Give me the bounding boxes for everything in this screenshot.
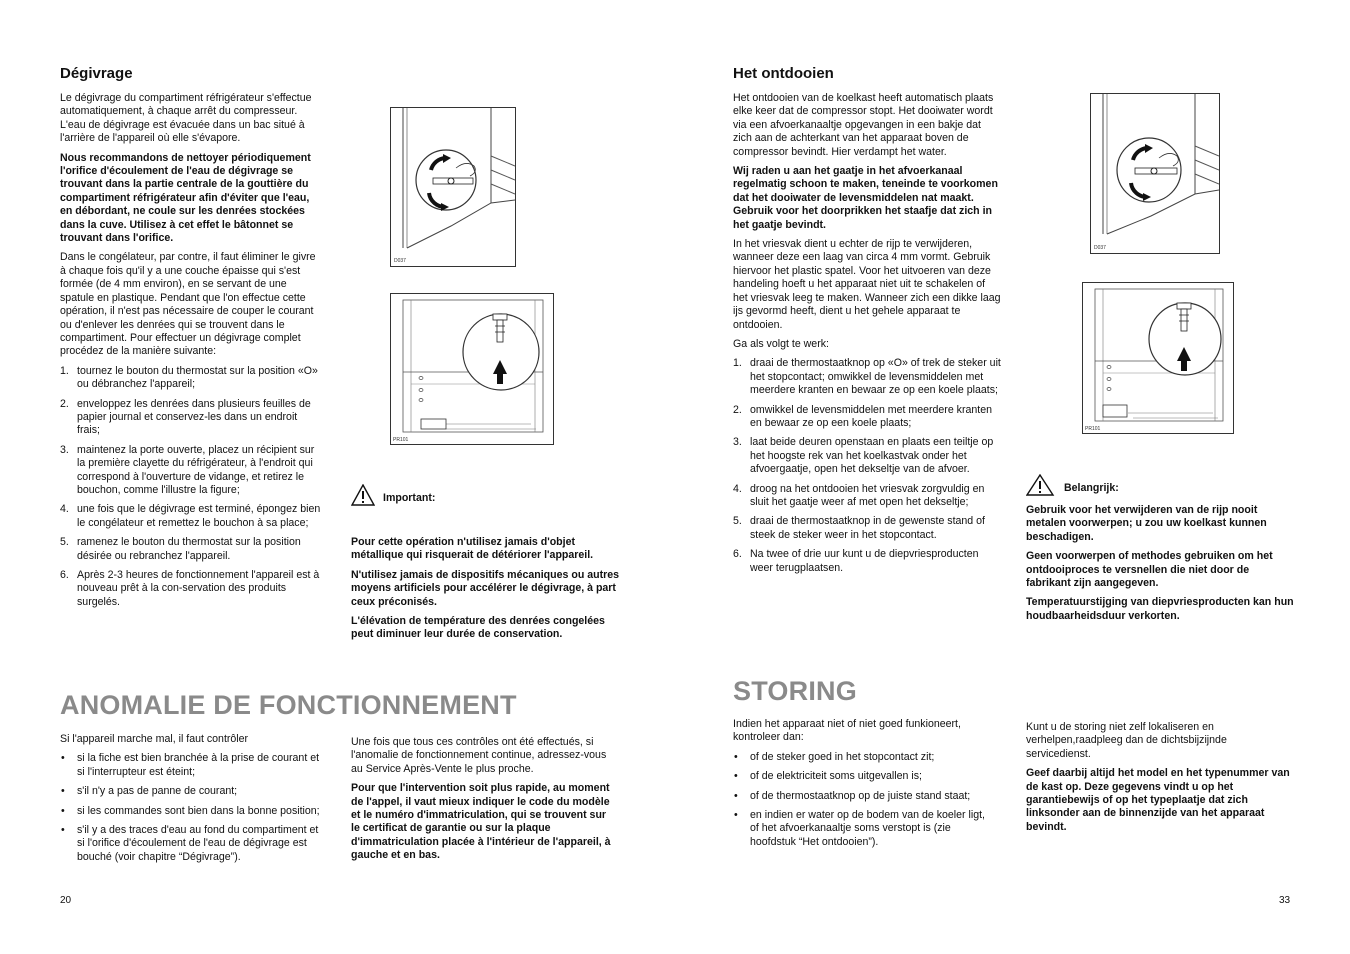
warning-label: Important: (383, 492, 436, 504)
paragraph: Si l'appareil marche mal, il faut contrôler (60, 733, 249, 745)
step-number: 4. (60, 503, 69, 516)
step-number: 3. (733, 436, 742, 449)
figure-code: D037 (1094, 245, 1106, 251)
paragraph: Ga als volgt te werk: (733, 337, 829, 350)
figure-code: PR101 (393, 437, 409, 443)
storing-column-1 (733, 718, 995, 855)
list-item: • si la fiche est bien branchée à la prise de courant et si l'interrupteur est éteint; (60, 752, 325, 779)
warning-triangle-icon (1026, 474, 1056, 496)
step-text: droog na het ontdooien het vriesvak zorgvuldig en sluit het gaatje weer af met open het dekseltje; (750, 482, 985, 508)
section-title-storing: STORING (733, 676, 857, 706)
step-item (60, 503, 322, 530)
paragraph: Le dégivrage du compartiment réfrigérateur s'effectue automatiquement, à chaque arrêt du compresseur. L'eau de dégivrage est évacuée dans un bac situé à l'arrière de l'appareil où elle s'évapore. (60, 92, 312, 145)
step-text: laat beide deuren openstaan en plaats een teiltje op het hoogste rek van het koelkastvak onder het afvoergaatje, open het dekseltje van de afvoer. (750, 436, 994, 476)
list-item: • of de steker goed in het stopcontact zit; (733, 751, 995, 764)
paragraph: Une fois que tous ces contrôles ont été effectués, si l'anomalie de fonctionnement continue, adressez-vous au Service Après-Vente le plus proche. (351, 736, 607, 775)
step-number: 1. (60, 364, 69, 377)
step-number: 6. (60, 569, 69, 581)
steps-list (733, 357, 1001, 575)
step-item (60, 444, 322, 498)
figure-code: D037 (394, 258, 406, 264)
fridge-drain-illustration (1091, 94, 1219, 253)
step-item (60, 536, 322, 563)
step-number: 4. (733, 482, 742, 495)
section-title-degivrage: Dégivrage (60, 65, 133, 82)
freezer-drain-illustration (391, 294, 553, 444)
page-number: 33 (1279, 895, 1291, 906)
warning-paragraph: L'élévation de température des denrées congelées peut diminuer leur durée de conservation. (351, 615, 605, 641)
section-title-anomalie: ANOMALIE DE FONCTIONNEMENT (60, 690, 517, 720)
list-item: • of de elektriciteit soms uitgevallen is; (733, 770, 995, 783)
figure-freezer-drain (390, 293, 554, 445)
step-number: 3. (60, 443, 69, 456)
step-item (733, 436, 1001, 476)
warning-paragraph: Temperatuurstijging van diepvriesproducten kan hun houdbaarheidsduur verkorten. (1026, 596, 1294, 622)
paragraph-bold: Wij raden u aan het gaatje in het afvoerkanaal regelmatig schoon te maken, teneinde te voorkomen dat het dooiwater de levensmiddelen nat maakt. Gebruik voor het doorprikken het staafje dat zich in het gaatje bevindt. (733, 165, 998, 231)
check-list (60, 752, 325, 864)
page-number: 20 (60, 895, 72, 906)
paragraph-bold: Geef daarbij altijd het model en het typenummer van de kast op. Deze gegevens vindt u op het garantiebewijs of op het typeplaatje dat zich linksonder aan de binnenzijde van het apparaat bevindt. (1026, 767, 1290, 833)
paragraph: Indien het apparaat niet of niet goed funkioneert, kontroleer dan: (733, 718, 961, 744)
step-item (60, 365, 322, 392)
paragraph: In het vriesvak dient u echter de rijp te verwijderen, wanneer deze een laag van circa 4 mm vormt. Gebruik hiervoor het plastic spatel. Voor het uitvoeren van deze handeling hoeft u het apparaat niet uit te schakelen of het vriesvak leeg te maken. Wanneer zich een dikke laag ijs gevormd heeft, dient u het gehele apparaat te ontdooien. (733, 238, 1001, 331)
warning-text (351, 536, 621, 648)
step-number: 1. (733, 357, 742, 370)
step-number: 2. (60, 397, 69, 410)
step-text: tournez le bouton du thermostat sur la position «O» ou débranchez l'appareil; (77, 364, 318, 391)
step-text: ramenez le bouton du thermostat sur la position désirée ou rebranchez l'appareil. (77, 536, 301, 562)
storing-column-2 (1026, 721, 1294, 840)
step-item (733, 515, 1001, 542)
step-text: une fois que le dégivrage est terminé, épongez bien le congélateur et remettez le bouchon à sa place; (77, 503, 321, 529)
paragraph: Het ontdooien van de koelkast heeft automatisch plaats elke keer dat de compressor stopt. Het dooiwater wordt via een afvoerkanaaltje opgevangen in een bakje dat zich aan de achterkant van het apparaat boven de compressor bevindt. Hier verdampt het water. (733, 92, 994, 158)
list-item: • s'il n'y a pas de panne de courant; (60, 785, 325, 798)
step-item (60, 569, 322, 609)
warning-paragraph: Pour cette opération n'utilisez jamais d'objet métallique qui risquerait de détériorer l'appareil. (351, 536, 594, 562)
figure-drain-hole (390, 107, 516, 267)
paragraph: Dans le congélateur, par contre, il faut éliminer le givre à chaque fois qu'il y a une couche épaisse qui s'est formée (de 4 mm environ), en se servant de une spatule en plastique. Pendant que l'on effectue cette opération, il n'est pas nécessaire de couper le courant ou d'enlever les denrées qui se trouvent dans le compartiment. Pour effectuer un dégivrage complet procédez de la manière suivante: (60, 251, 316, 358)
step-text: draai de thermostaatknop op «O» of trek de steker uit het stopcontact; omwikkel de levensmiddelen met meerdere kranten en bewaar ze op een koele plaats; (750, 357, 1001, 397)
warning-triangle-icon (351, 484, 375, 506)
figure-drain-hole (1090, 93, 1220, 254)
step-text: draai de thermostaatknop in de gewenste stand of steek de steker weer in het stopcontact. (750, 515, 985, 541)
steps-list (60, 365, 322, 610)
warning-paragraph: N'utilisez jamais de dispositifs mécaniques ou autres moyens artificiels pour accélérer le dégivrage, à part ceux préconisés. (351, 568, 620, 608)
step-text: Après 2-3 heures de fonctionnement l'appareil est à nouveau prêt à la con-servation des produits surgelés. (77, 569, 320, 608)
step-text: maintenez la porte ouverte, placez un récipient sur la première clayette du réfrigérateur, à l'endroit qui correspond à l'ouverture de vidange, et retirez le bouchon, comme l'illustre la figure; (77, 443, 315, 496)
list-item: • en indien er water op de bodem van de koeler ligt, of het afvoerkanaaltje soms verstopt is (zie hoofdstuk “Het ontdooien”). (733, 809, 995, 849)
check-list (733, 751, 995, 849)
warning-label: Belangrijk: (1064, 482, 1119, 494)
step-number: 5. (60, 536, 69, 549)
list-item: • s'il y a des traces d'eau au fond du compartiment et si l'orifice d'écoulement de l'eau de dégivrage est bouché (voir chapitre “Dégivrage”). (60, 824, 325, 864)
step-number: 5. (733, 515, 742, 528)
step-number: 2. (733, 403, 742, 416)
ontdooien-text-column (733, 92, 1001, 581)
step-item (733, 483, 1001, 510)
freezer-drain-illustration (1083, 283, 1233, 433)
anomalie-column-2 (351, 736, 616, 869)
warning-paragraph: Geen voorwerpen of methodes gebruiken om het ontdooiproces te versnellen die niet door de fabrikant zijn aangegeven. (1026, 550, 1273, 590)
step-text: enveloppez les denrées dans plusieurs feuilles de papier journal et conservez-les dans un endroit frais; (77, 397, 311, 437)
degivrage-text-column (60, 92, 322, 615)
warning-heading (351, 484, 435, 506)
warning-paragraph: Gebruik voor het verwijderen van de rijp nooit metalen voorwerpen; u zou uw koelkast kunnen beschadigen. (1026, 504, 1267, 543)
step-item (733, 404, 1001, 431)
anomalie-column-1 (60, 733, 325, 870)
step-number: 6. (733, 548, 742, 561)
fridge-drain-illustration (391, 108, 515, 266)
paragraph-bold: Pour que l'intervention soit plus rapide, au moment de l'appel, il vaut mieux indiquer le code du modèle et le numéro d'immatriculation, qui se trouvent sur le certificat de garantie ou sur la plaque d'immatriculation placée à l'intérieur de l'appareil, à gauche et en bas. (351, 782, 611, 862)
step-text: omwikkel de levensmiddelen met meerdere kranten en bewaar ze op een koele plaats; (750, 403, 993, 429)
step-item (733, 357, 1001, 397)
figure-freezer-drain (1082, 282, 1234, 434)
paragraph: Kunt u de storing niet zelf lokaliseren en verhelpen,raadpleeg dan de dichtsbijzijnde servicedienst. (1026, 721, 1227, 760)
figure-code: PR101 (1085, 426, 1101, 432)
warning-text (1026, 504, 1294, 629)
paragraph-bold: Nous recommandons de nettoyer périodiquement l'orifice d'écoulement de l'eau de dégivrage se trouvant dans la partie centrale de la gouttière du compartiment réfrigérateur afin d'éviter que l'eau, en débordant, ne coule sur les denrées stockées dans la cuve. Utilisez à cet effet le bâtonnet se trouvant dans l'orifice. (60, 151, 311, 245)
step-item (60, 398, 322, 438)
list-item: • si les commandes sont bien dans la bonne position; (60, 805, 325, 818)
step-text: Na twee of drie uur kunt u de diepvriesproducten weer terugplaatsen. (750, 548, 979, 574)
warning-heading (1026, 474, 1119, 496)
section-title-ontdooien: Het ontdooien (733, 65, 834, 82)
list-item: • of de thermostaatknop op de juiste stand staat; (733, 790, 995, 803)
step-item (733, 548, 1001, 575)
